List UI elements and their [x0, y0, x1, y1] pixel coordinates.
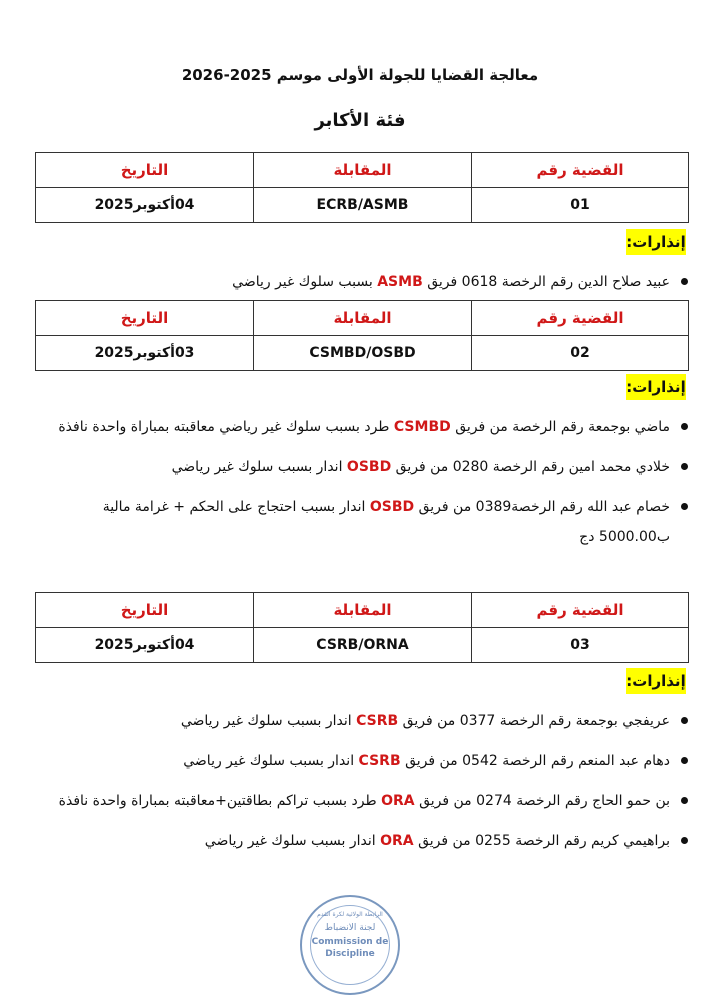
case-table-2: [35, 300, 689, 371]
item-text: عبيد صلاح الدين رقم الرخصة 0618 فريق: [427, 274, 670, 290]
header-date: التاريخ: [36, 593, 254, 628]
case-match: CSRB/ORNA: [254, 628, 472, 663]
header-match: المقابلة: [254, 593, 472, 628]
team-code: OSBD: [346, 459, 392, 475]
item-text: ماضي بوجمعة رقم الرخصة من فريق: [455, 419, 670, 435]
case-number: 03: [472, 628, 689, 663]
item-text: اندار بسبب احتجاج على الحكم + غرامة مالية ب5000.00 دج: [102, 499, 670, 545]
case-date: 04أكتوبر2025: [36, 188, 254, 223]
list-item: [40, 826, 670, 856]
warnings-label: إنذارات:: [626, 229, 686, 255]
item-text: اندار بسبب سلوك غير رياضي: [171, 459, 343, 475]
item-text: بن حمو الحاج رقم الرخصة 0274 من فريق: [419, 793, 670, 809]
item-text: عريفجي بوجمعة رقم الرخصة 0377 من فريق: [402, 713, 670, 729]
item-text: اندار بسبب سلوك غير رياضي: [183, 753, 355, 769]
header-case-number: القضية رقم: [472, 593, 689, 628]
case-table-1: [35, 152, 689, 223]
stamp-line-2: Discipline: [325, 949, 375, 959]
team-code: ORA: [380, 833, 414, 849]
header-match: المقابلة: [254, 153, 472, 188]
warnings-list-2: [40, 412, 692, 562]
list-item: [40, 746, 670, 776]
team-code: OSBD: [369, 499, 415, 515]
warnings-list-3: [40, 706, 692, 866]
case-table-header: [36, 593, 689, 628]
stamp-line-1: Commission de: [311, 937, 389, 947]
team-code: ASMB: [377, 274, 423, 290]
item-text: براهيمي كريم رقم الرخصة 0255 من فريق: [418, 833, 670, 849]
item-text: بسبب سلوك غير رياضي: [232, 274, 373, 290]
document-title: معالجة القضايا للجولة الأولى موسم 2025-2026: [181, 66, 539, 84]
header-match: المقابلة: [254, 301, 472, 336]
stamp-arabic: لجنة الانضباط: [324, 923, 376, 933]
warnings-label: إنذارات:: [626, 668, 686, 694]
case-date: 03أكتوبر2025: [36, 336, 254, 371]
list-item: [40, 267, 670, 297]
team-code: CSMBD: [393, 419, 451, 435]
item-text: دهام عبد المنعم رقم الرخصة 0542 من فريق: [405, 753, 670, 769]
team-code: ORA: [381, 793, 415, 809]
item-text: خلادي محمد امين رقم الرخصة 0280 من فريق: [395, 459, 670, 475]
case-number: 01: [472, 188, 689, 223]
warnings-label: إنذارات:: [626, 374, 686, 400]
category-title: فئة الأكابر: [314, 110, 406, 131]
item-text: خصام عبد الله رقم الرخصة0389 من فريق: [418, 499, 670, 515]
header-date: التاريخ: [36, 153, 254, 188]
list-item: [40, 412, 670, 442]
case-date: 04أكتوبر2025: [36, 628, 254, 663]
case-table-row: [36, 188, 689, 223]
case-table-header: [36, 153, 689, 188]
list-item: [40, 492, 670, 552]
item-text: طرد بسبب سلوك غير رياضي معاقبته بمباراة واحدة نافذة: [58, 419, 390, 435]
case-match: ECRB/ASMB: [254, 188, 472, 223]
case-table-header: [36, 301, 689, 336]
item-text: اندار بسبب سلوك غير رياضي: [180, 713, 352, 729]
header-date: التاريخ: [36, 301, 254, 336]
list-item: [40, 452, 670, 482]
case-number: 02: [472, 336, 689, 371]
list-item: [40, 706, 670, 736]
item-text: اندار بسبب سلوك غير رياضي: [204, 833, 376, 849]
case-table-row: [36, 336, 689, 371]
header-case-number: القضية رقم: [472, 153, 689, 188]
item-text: طرد بسبب تراكم بطاقتين+معاقبته بمباراة واحدة نافذة: [58, 793, 377, 809]
case-table-row: [36, 628, 689, 663]
team-code: CSRB: [358, 753, 401, 769]
stamp-ring-text: الرابطة الولائية لكرة القدم: [317, 911, 383, 918]
header-case-number: القضية رقم: [472, 301, 689, 336]
case-table-3: [35, 592, 689, 663]
team-code: CSRB: [356, 713, 399, 729]
list-item: [40, 786, 670, 816]
case-match: CSMBD/OSBD: [254, 336, 472, 371]
official-stamp: [300, 895, 400, 995]
